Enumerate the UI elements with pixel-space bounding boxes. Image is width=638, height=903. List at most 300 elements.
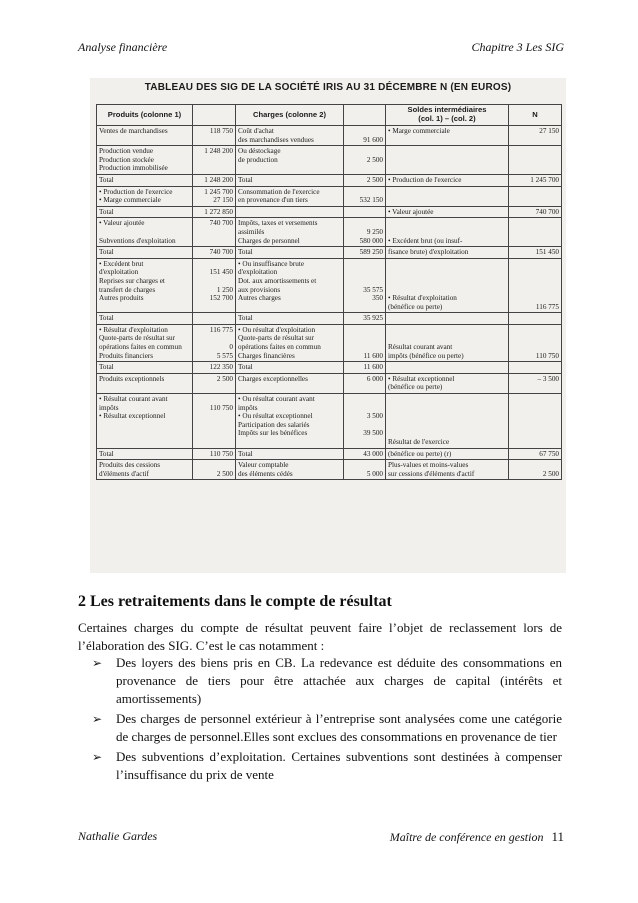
cell-line <box>388 326 506 335</box>
cell-line: Résultat de l'exercice <box>388 438 450 446</box>
cell-line: 2 500 <box>542 469 559 478</box>
cell-line <box>511 268 559 277</box>
cell-line: • Ou insuffisance brute <box>238 259 305 268</box>
table-row <box>97 206 562 218</box>
cell-line: 350 <box>372 294 383 303</box>
retraitements-list <box>92 654 562 786</box>
cell-line: Total <box>238 175 253 184</box>
section-intro: Certaines charges du compte de résultat peuvent faire l’objet de reclassement lors de l’élaboration des SIG. C’est le cas notamment : <box>78 620 562 653</box>
cell-line: Total <box>99 449 114 458</box>
table-cell <box>236 247 344 259</box>
cell-line <box>99 228 190 237</box>
cell-line <box>388 219 506 228</box>
cell-line: Charges de personnel <box>238 236 300 245</box>
cell-line <box>346 334 383 343</box>
table-cell <box>193 218 236 247</box>
table-cell <box>97 146 193 175</box>
cell-line <box>388 363 506 372</box>
cell-line: 110 750 <box>535 351 559 360</box>
cell-line: 1 250 <box>216 285 233 294</box>
cell-line <box>346 461 383 470</box>
cell-line: Impôts, taxes et versements <box>238 219 318 228</box>
table-cell <box>97 460 193 480</box>
cell-line: 116 775 <box>535 302 559 311</box>
table-cell <box>386 324 509 361</box>
cell-line: 1 245 700 <box>204 187 233 196</box>
table-cell <box>97 373 193 393</box>
cell-line: (bénéfice ou perte) <box>388 383 443 392</box>
cell-line <box>511 461 559 470</box>
cell-line <box>388 421 506 430</box>
table-cell <box>97 258 193 313</box>
cell-line <box>346 343 383 352</box>
table-cell <box>236 394 344 449</box>
cell-line: 740 700 <box>535 207 559 216</box>
table-row <box>97 373 562 393</box>
table-cell <box>509 218 562 247</box>
cell-line <box>346 395 383 404</box>
cell-line: 27 150 <box>539 127 559 135</box>
table-cell <box>193 247 236 259</box>
header-right: Chapitre 3 Les SIG <box>471 40 564 54</box>
list-item-text: Des charges de personnel extérieur à l’entreprise sont analysées come une catégorie de charges de personnel.Elles sont exclues des consommations en provenance de tier <box>116 711 562 744</box>
cell-line: de production <box>238 155 278 164</box>
table-cell <box>236 362 344 374</box>
cell-line <box>346 127 383 136</box>
table-cell <box>386 146 509 175</box>
table-cell <box>509 126 562 146</box>
table-cell <box>344 126 386 146</box>
cell-line: 122 350 <box>209 363 233 372</box>
table-cell <box>97 362 193 374</box>
cell-line: transfert de charges <box>99 285 156 294</box>
cell-line: Résultat courant avant <box>388 343 453 352</box>
cell-line: Consommation de l'exercice <box>238 187 320 196</box>
cell-line: Total <box>238 248 253 257</box>
table-cell <box>97 324 193 361</box>
cell-line: Produits financiers <box>99 351 154 360</box>
table-cell <box>97 126 193 146</box>
cell-line: 67 750 <box>539 449 559 458</box>
table-cell <box>344 247 386 259</box>
table-cell <box>236 313 344 325</box>
table-cell <box>236 448 344 460</box>
table-row <box>97 146 562 175</box>
table-cell <box>193 394 236 449</box>
cell-line: 9 250 <box>366 227 383 236</box>
cell-line: des éléments cédés <box>238 469 293 478</box>
table-row <box>97 362 562 374</box>
soldes-line-2: (col. 1) – (col. 2) <box>418 114 476 123</box>
cell-line <box>388 334 506 343</box>
cell-line: Total <box>99 248 114 257</box>
cell-line <box>346 208 383 217</box>
cell-line: 110 750 <box>209 449 233 458</box>
table-row <box>97 460 562 480</box>
table-cell <box>193 448 236 460</box>
table-row <box>97 258 562 313</box>
table-cell <box>344 218 386 247</box>
cell-line: • Production de l'exercice <box>99 187 173 196</box>
table-cell <box>509 324 562 361</box>
table-cell <box>193 373 236 393</box>
table-cell <box>386 247 509 259</box>
footer-author: Nathalie Gardes <box>78 829 158 843</box>
list-item <box>92 710 562 746</box>
table-cell <box>236 258 344 313</box>
cell-line: • Résultat exceptionnel <box>388 374 455 383</box>
table-cell <box>386 258 509 313</box>
cell-line <box>346 147 383 156</box>
cell-line: • Ou résultat exceptionnel <box>238 412 313 421</box>
table-cell <box>509 460 562 480</box>
cell-line <box>388 228 506 237</box>
cell-line: Valeur comptable <box>238 461 289 470</box>
cell-line: Total <box>99 314 114 323</box>
list-item <box>92 654 562 708</box>
table-header-row <box>97 105 562 126</box>
cell-line: 589 250 <box>359 248 383 257</box>
cell-line <box>511 188 559 197</box>
col-header-charges-values <box>344 105 386 126</box>
table-cell <box>193 206 236 218</box>
cell-line: Coût d'achat <box>238 127 274 135</box>
cell-line: 39 500 <box>363 429 383 438</box>
cell-line <box>238 208 341 217</box>
cell-line: Total <box>99 363 114 372</box>
cell-line <box>511 334 559 343</box>
col-header-n: N <box>509 105 562 126</box>
cell-line: aux provisions <box>238 285 281 294</box>
col-header-charges: Charges (colonne 2) <box>236 105 344 126</box>
cell-line <box>511 277 559 286</box>
cell-line: Total <box>238 363 253 372</box>
table-cell <box>344 258 386 313</box>
section-title: 2 Les retraitements dans le compte de résultat <box>78 593 392 610</box>
arrow-bullet-icon: ➢ <box>92 656 103 670</box>
arrow-bullet-icon: ➢ <box>92 750 103 764</box>
cell-line: 1 245 700 <box>530 175 559 184</box>
cell-line <box>511 395 559 404</box>
cell-line: Participation des salariés <box>238 420 310 429</box>
cell-line: d'exploitation <box>238 268 278 277</box>
cell-line <box>511 260 559 269</box>
header-left: Analyse financière <box>78 40 168 54</box>
cell-line: 11 600 <box>363 363 383 372</box>
table-cell <box>344 206 386 218</box>
cell-line: Production vendue <box>99 147 154 156</box>
cell-line: 11 600 <box>363 351 383 360</box>
table-cell <box>509 448 562 460</box>
cell-line <box>511 294 559 303</box>
cell-line: impôts <box>238 403 258 412</box>
table-row <box>97 394 562 449</box>
table-cell <box>193 460 236 480</box>
cell-line <box>195 260 233 269</box>
cell-line: • Ou résultat courant avant <box>238 395 315 404</box>
table-cell <box>236 373 344 393</box>
cell-line: • Production de l'exercice <box>388 175 462 184</box>
footer-right <box>390 829 564 845</box>
table-cell <box>386 394 509 449</box>
cell-line: • Excédent brut (ou insuf- <box>388 236 463 245</box>
cell-line: • Marge commerciale <box>388 127 450 135</box>
cell-line: fisance brute) d'exploitation <box>388 248 469 257</box>
table-cell <box>193 324 236 361</box>
table-cell <box>509 313 562 325</box>
cell-line <box>388 286 506 295</box>
list-item-text: Des subventions d’exploitation. Certaines subventions sont destinées à compenser l’insuffisance du prix de vente <box>116 749 562 782</box>
cell-line: opérations faites en commun <box>99 343 182 352</box>
table-cell <box>193 258 236 313</box>
scan-title: TABLEAU DES SIG DE LA SOCIÉTÉ IRIS AU 31 DÉCEMBRE N (EN EUROS) <box>144 82 512 93</box>
cell-line: (bénéfice ou perte) <box>388 302 443 311</box>
table-row <box>97 324 562 361</box>
cell-line: Autres charges <box>238 294 281 303</box>
cell-line <box>388 412 506 421</box>
table-cell <box>386 448 509 460</box>
cell-line: (bénéfice ou perte) (r) <box>388 449 452 458</box>
table-cell <box>236 218 344 247</box>
cell-line <box>388 277 506 286</box>
table-row <box>97 247 562 259</box>
cell-line: • Résultat exceptionnel <box>99 412 166 421</box>
cell-line: Plus-values et moins-values <box>388 461 469 470</box>
table-cell <box>97 206 193 218</box>
cell-line <box>511 219 559 228</box>
table-cell <box>386 174 509 186</box>
table-cell <box>344 324 386 361</box>
table-cell <box>386 126 509 146</box>
cell-line: Total <box>238 449 253 458</box>
list-item <box>92 748 562 784</box>
cell-line: Autres produits <box>99 294 144 303</box>
table-cell <box>236 126 344 146</box>
cell-line <box>388 268 506 277</box>
cell-line: 3 500 <box>366 412 383 421</box>
cell-line: – 3 500 <box>537 374 559 383</box>
cell-line <box>388 147 506 156</box>
cell-line: des marchandises vendues <box>238 135 314 144</box>
table-cell <box>236 460 344 480</box>
table-row <box>97 186 562 206</box>
cell-line: Subventions d'exploitation <box>99 236 176 245</box>
table-cell <box>386 362 509 374</box>
cell-line: Production immobilisée <box>99 164 168 173</box>
table-row <box>97 174 562 186</box>
cell-line: 152 700 <box>209 294 233 303</box>
col-header-produits: Produits (colonne 1) <box>97 105 193 126</box>
cell-line: Dot. aux amortissements et <box>238 276 317 285</box>
table-cell <box>97 218 193 247</box>
table-cell <box>509 186 562 206</box>
table-cell <box>236 186 344 206</box>
cell-line <box>195 314 233 323</box>
table-cell <box>509 247 562 259</box>
table-cell <box>193 174 236 186</box>
table-cell <box>344 373 386 393</box>
cell-line: 110 750 <box>209 403 233 412</box>
cell-line: sur cessions d'éléments d'actif <box>388 469 475 478</box>
table-cell <box>236 206 344 218</box>
table-cell <box>97 186 193 206</box>
table-row <box>97 218 562 247</box>
arrow-bullet-icon: ➢ <box>92 712 103 726</box>
cell-line: impôts <box>99 403 119 412</box>
cell-line <box>388 395 506 404</box>
table-cell <box>193 126 236 146</box>
cell-line: • Résultat d'exploitation <box>99 325 168 334</box>
cell-line <box>346 404 383 413</box>
cell-line: 35 575 <box>363 285 383 294</box>
cell-line <box>511 314 559 323</box>
cell-line: d'éléments d'actif <box>99 469 149 478</box>
table-cell <box>193 362 236 374</box>
cell-line: 1 248 200 <box>204 175 233 184</box>
table-cell <box>344 362 386 374</box>
table-cell <box>236 324 344 361</box>
cell-line: 2 500 <box>216 469 233 478</box>
table-cell <box>97 313 193 325</box>
cell-line: 2 500 <box>216 374 233 383</box>
table-cell <box>509 373 562 393</box>
cell-line: en provenance d'un tiers <box>238 196 308 205</box>
table-cell <box>509 146 562 175</box>
table-cell <box>509 258 562 313</box>
cell-line: 5 575 <box>216 351 233 360</box>
table-cell <box>386 373 509 393</box>
cell-line: 6 000 <box>366 374 383 383</box>
cell-line: 118 750 <box>209 127 233 135</box>
table-cell <box>344 394 386 449</box>
list-item-text: Des loyers des biens pris en CB. La redevance est déduite des consommations en provenance de tiers pour être attachée aux charges de capital (intérêts et amortissements) <box>116 655 562 706</box>
table-cell <box>193 146 236 175</box>
cell-line: 0 <box>229 343 233 352</box>
cell-line <box>346 219 383 228</box>
cell-line: Total <box>238 314 253 323</box>
table-cell <box>509 362 562 374</box>
cell-line: Reprises sur charges et <box>99 276 165 285</box>
cell-line: 5 000 <box>366 469 383 478</box>
table-cell <box>344 174 386 186</box>
table-cell <box>386 186 509 206</box>
table-cell <box>386 460 509 480</box>
soldes-line-1: Soldes intermédiaires <box>407 105 487 115</box>
table-cell <box>236 146 344 175</box>
cell-line: Production stockée <box>99 155 154 164</box>
cell-line <box>388 260 506 269</box>
table-cell <box>97 448 193 460</box>
cell-line <box>511 363 559 372</box>
cell-line <box>388 314 506 323</box>
cell-line: 151 450 <box>535 248 559 257</box>
table-cell <box>193 186 236 206</box>
table-cell <box>97 174 193 186</box>
table-cell <box>386 313 509 325</box>
cell-line: • Résultat courant avant <box>99 395 168 404</box>
cell-line: 35 925 <box>363 314 383 323</box>
cell-line <box>346 188 383 197</box>
cell-line <box>346 326 383 335</box>
table-cell <box>509 206 562 218</box>
table-cell <box>97 247 193 259</box>
cell-line <box>195 395 233 404</box>
table-cell <box>344 313 386 325</box>
cell-line: Ou déstockage <box>238 147 281 156</box>
cell-line: Total <box>99 175 114 184</box>
cell-line <box>195 277 233 286</box>
cell-line <box>195 461 233 470</box>
cell-line: d'exploitation <box>99 268 139 277</box>
cell-line: opérations faites en commun <box>238 343 321 352</box>
table-cell <box>509 174 562 186</box>
cell-line: Charges financières <box>238 351 295 360</box>
cell-line <box>346 260 383 269</box>
cell-line <box>511 147 559 156</box>
col-header-soldes <box>386 105 509 126</box>
table-cell <box>344 186 386 206</box>
page-number: 11 <box>551 829 564 844</box>
cell-line: Total <box>99 207 114 216</box>
cell-line: 740 700 <box>209 219 233 228</box>
cell-line: 1 272 850 <box>204 207 233 216</box>
table-cell <box>386 206 509 218</box>
cell-line <box>388 188 506 197</box>
table-cell <box>509 394 562 449</box>
cell-line: Ventes de marchandises <box>99 127 168 135</box>
cell-line: • Ou résultat d'exploitation <box>238 325 316 334</box>
cell-line <box>511 343 559 352</box>
cell-line: 43 000 <box>363 449 383 458</box>
col-header-produits-values <box>193 105 236 126</box>
cell-line: 2 500 <box>366 155 383 164</box>
scanned-sig-table-image <box>90 78 566 573</box>
table-cell <box>344 146 386 175</box>
cell-line: • Marge commerciale <box>99 196 161 205</box>
cell-line <box>195 334 233 343</box>
table-cell <box>193 313 236 325</box>
cell-line: 151 450 <box>209 268 233 277</box>
cell-line: 27 150 <box>213 196 233 205</box>
cell-line: assimilés <box>238 227 265 236</box>
cell-line <box>346 277 383 286</box>
cell-line: • Excédent brut <box>99 259 144 268</box>
cell-line: Quote-parts de résultat sur <box>99 334 176 343</box>
sig-table <box>96 104 562 480</box>
table-cell <box>97 394 193 449</box>
cell-line: 740 700 <box>209 248 233 257</box>
cell-line: 91 600 <box>363 135 383 144</box>
table-cell <box>344 448 386 460</box>
footer-role: Maître de conférence en gestion <box>389 830 544 844</box>
cell-line: Impôts sur les bénéfices <box>238 429 308 438</box>
cell-line: impôts (bénéfice ou perte) <box>388 351 464 360</box>
table-cell <box>344 460 386 480</box>
cell-line: Quote-parts de résultat sur <box>238 334 315 343</box>
table-row <box>97 126 562 146</box>
cell-line: Charges exceptionnelles <box>238 374 308 383</box>
cell-line: Produits des cessions <box>99 461 161 470</box>
cell-line <box>511 326 559 335</box>
table-cell <box>236 174 344 186</box>
cell-line <box>346 421 383 430</box>
cell-line: 580 000 <box>359 236 383 245</box>
cell-line: • Valeur ajoutée <box>99 219 145 228</box>
cell-line: • Résultat d'exploitation <box>388 294 457 303</box>
cell-line: 2 500 <box>366 175 383 184</box>
table-row <box>97 313 562 325</box>
cell-line <box>346 268 383 277</box>
